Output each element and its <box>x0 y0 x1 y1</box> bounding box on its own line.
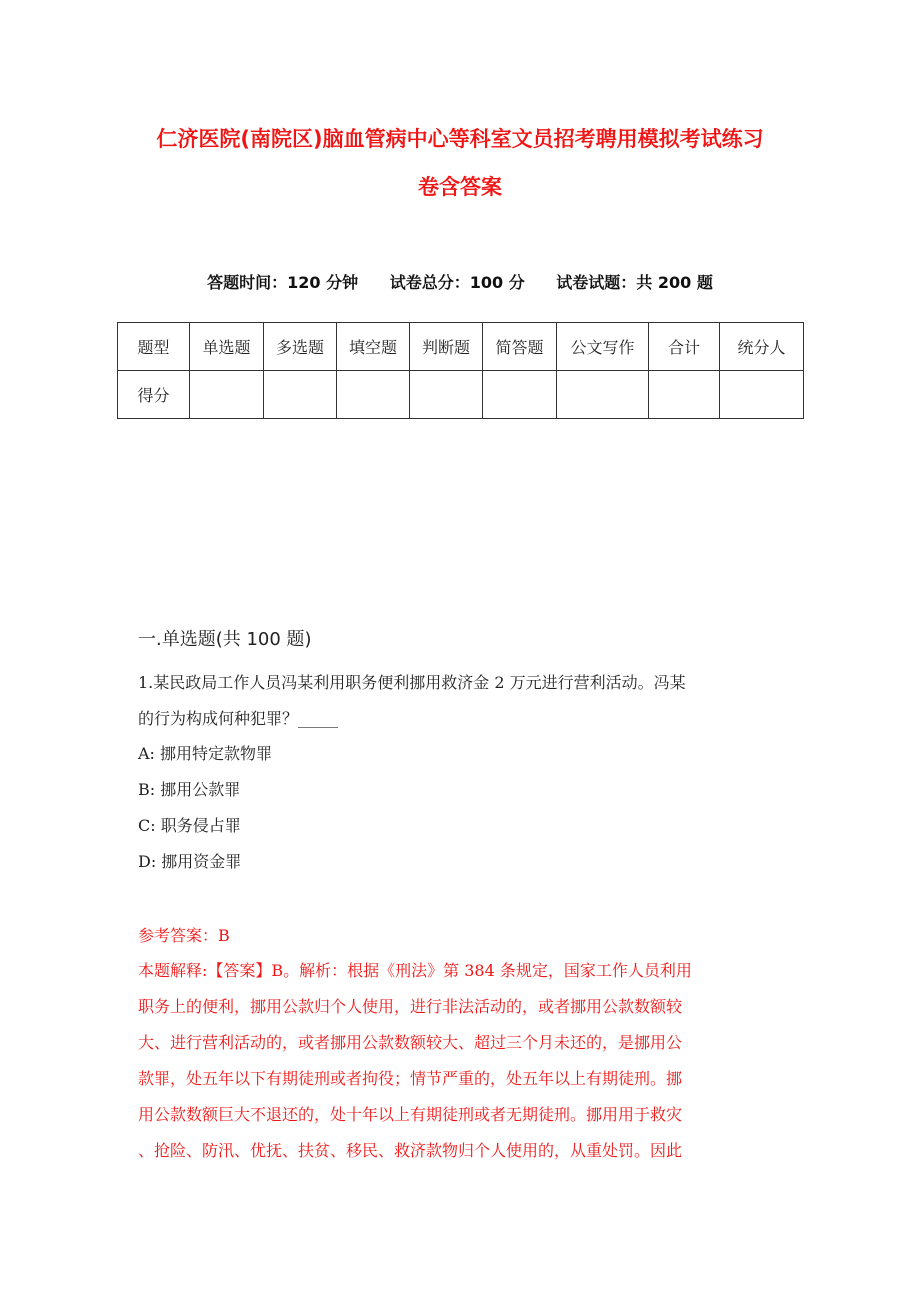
explanation-line: 款罪，处五年以下有期徒刑或者拘役；情节严重的，处五年以上有期徒刑。挪 <box>138 1069 683 1088</box>
row-label: 得分 <box>118 371 190 419</box>
score-cell <box>557 371 649 419</box>
header-cell: 题型 <box>118 323 190 371</box>
explanation-line: 大、进行营利活动的，或者挪用公款数额较大、超过三个月未还的，是挪用公 <box>138 1033 683 1052</box>
score-cell <box>337 371 410 419</box>
score-table-row <box>118 371 804 419</box>
exam-time: 答题时间：120 分钟 <box>207 273 359 292</box>
reference-answer: 参考答案：B <box>138 926 230 945</box>
header-cell: 简答题 <box>483 323 557 371</box>
option-b: B: 挪用公款罪 <box>138 780 241 799</box>
doc-title-line2: 卷含答案 <box>418 175 502 199</box>
score-cell <box>649 371 720 419</box>
explanation-line: 、抢险、防汛、优抚、扶贫、移民、救济款物归个人使用的，从重处罚。因此 <box>138 1141 683 1160</box>
header-cell: 公文写作 <box>557 323 649 371</box>
explanation-line: 用公款数额巨大不退还的，处十年以上有期徒刑或者无期徒刑。挪用用于救灾 <box>138 1105 683 1124</box>
score-cell <box>483 371 557 419</box>
header-cell: 单选题 <box>190 323 264 371</box>
score-cell <box>410 371 483 419</box>
doc-title-line1: 仁济医院(南院区)脑血管病中心等科室文员招考聘用模拟考试练习 <box>156 127 764 151</box>
exam-total: 试卷总分：100 分 <box>389 273 525 292</box>
score-cell <box>190 371 264 419</box>
header-cell: 合计 <box>649 323 720 371</box>
exam-info <box>0 270 920 293</box>
header-cell: 多选题 <box>264 323 337 371</box>
explanation-line: 职务上的便利，挪用公款归个人使用，进行非法活动的，或者挪用公款数额较 <box>138 997 683 1016</box>
section-heading: 一.单选题(共 100 题) <box>138 629 312 650</box>
header-cell: 填空题 <box>337 323 410 371</box>
question-text: 1.某民政局工作人员冯某利用职务便利挪用救济金 2 万元进行营利活动。冯某 <box>138 673 686 692</box>
score-cell <box>264 371 337 419</box>
header-cell: 判断题 <box>410 323 483 371</box>
explanation-line: 本题解释:【答案】B。解析：根据《刑法》第 384 条规定，国家工作人员利用 <box>138 961 692 980</box>
score-cell <box>720 371 804 419</box>
exam-count: 试卷试题：共 200 题 <box>556 273 713 292</box>
score-table-header <box>118 323 804 371</box>
header-cell: 统分人 <box>720 323 804 371</box>
option-d: D: 挪用资金罪 <box>138 852 242 871</box>
score-table <box>117 322 804 419</box>
option-a: A: 挪用特定款物罪 <box>138 744 273 763</box>
question-text: 的行为构成何种犯罪？_____ <box>138 709 339 728</box>
option-c: C: 职务侵占罪 <box>138 816 241 835</box>
